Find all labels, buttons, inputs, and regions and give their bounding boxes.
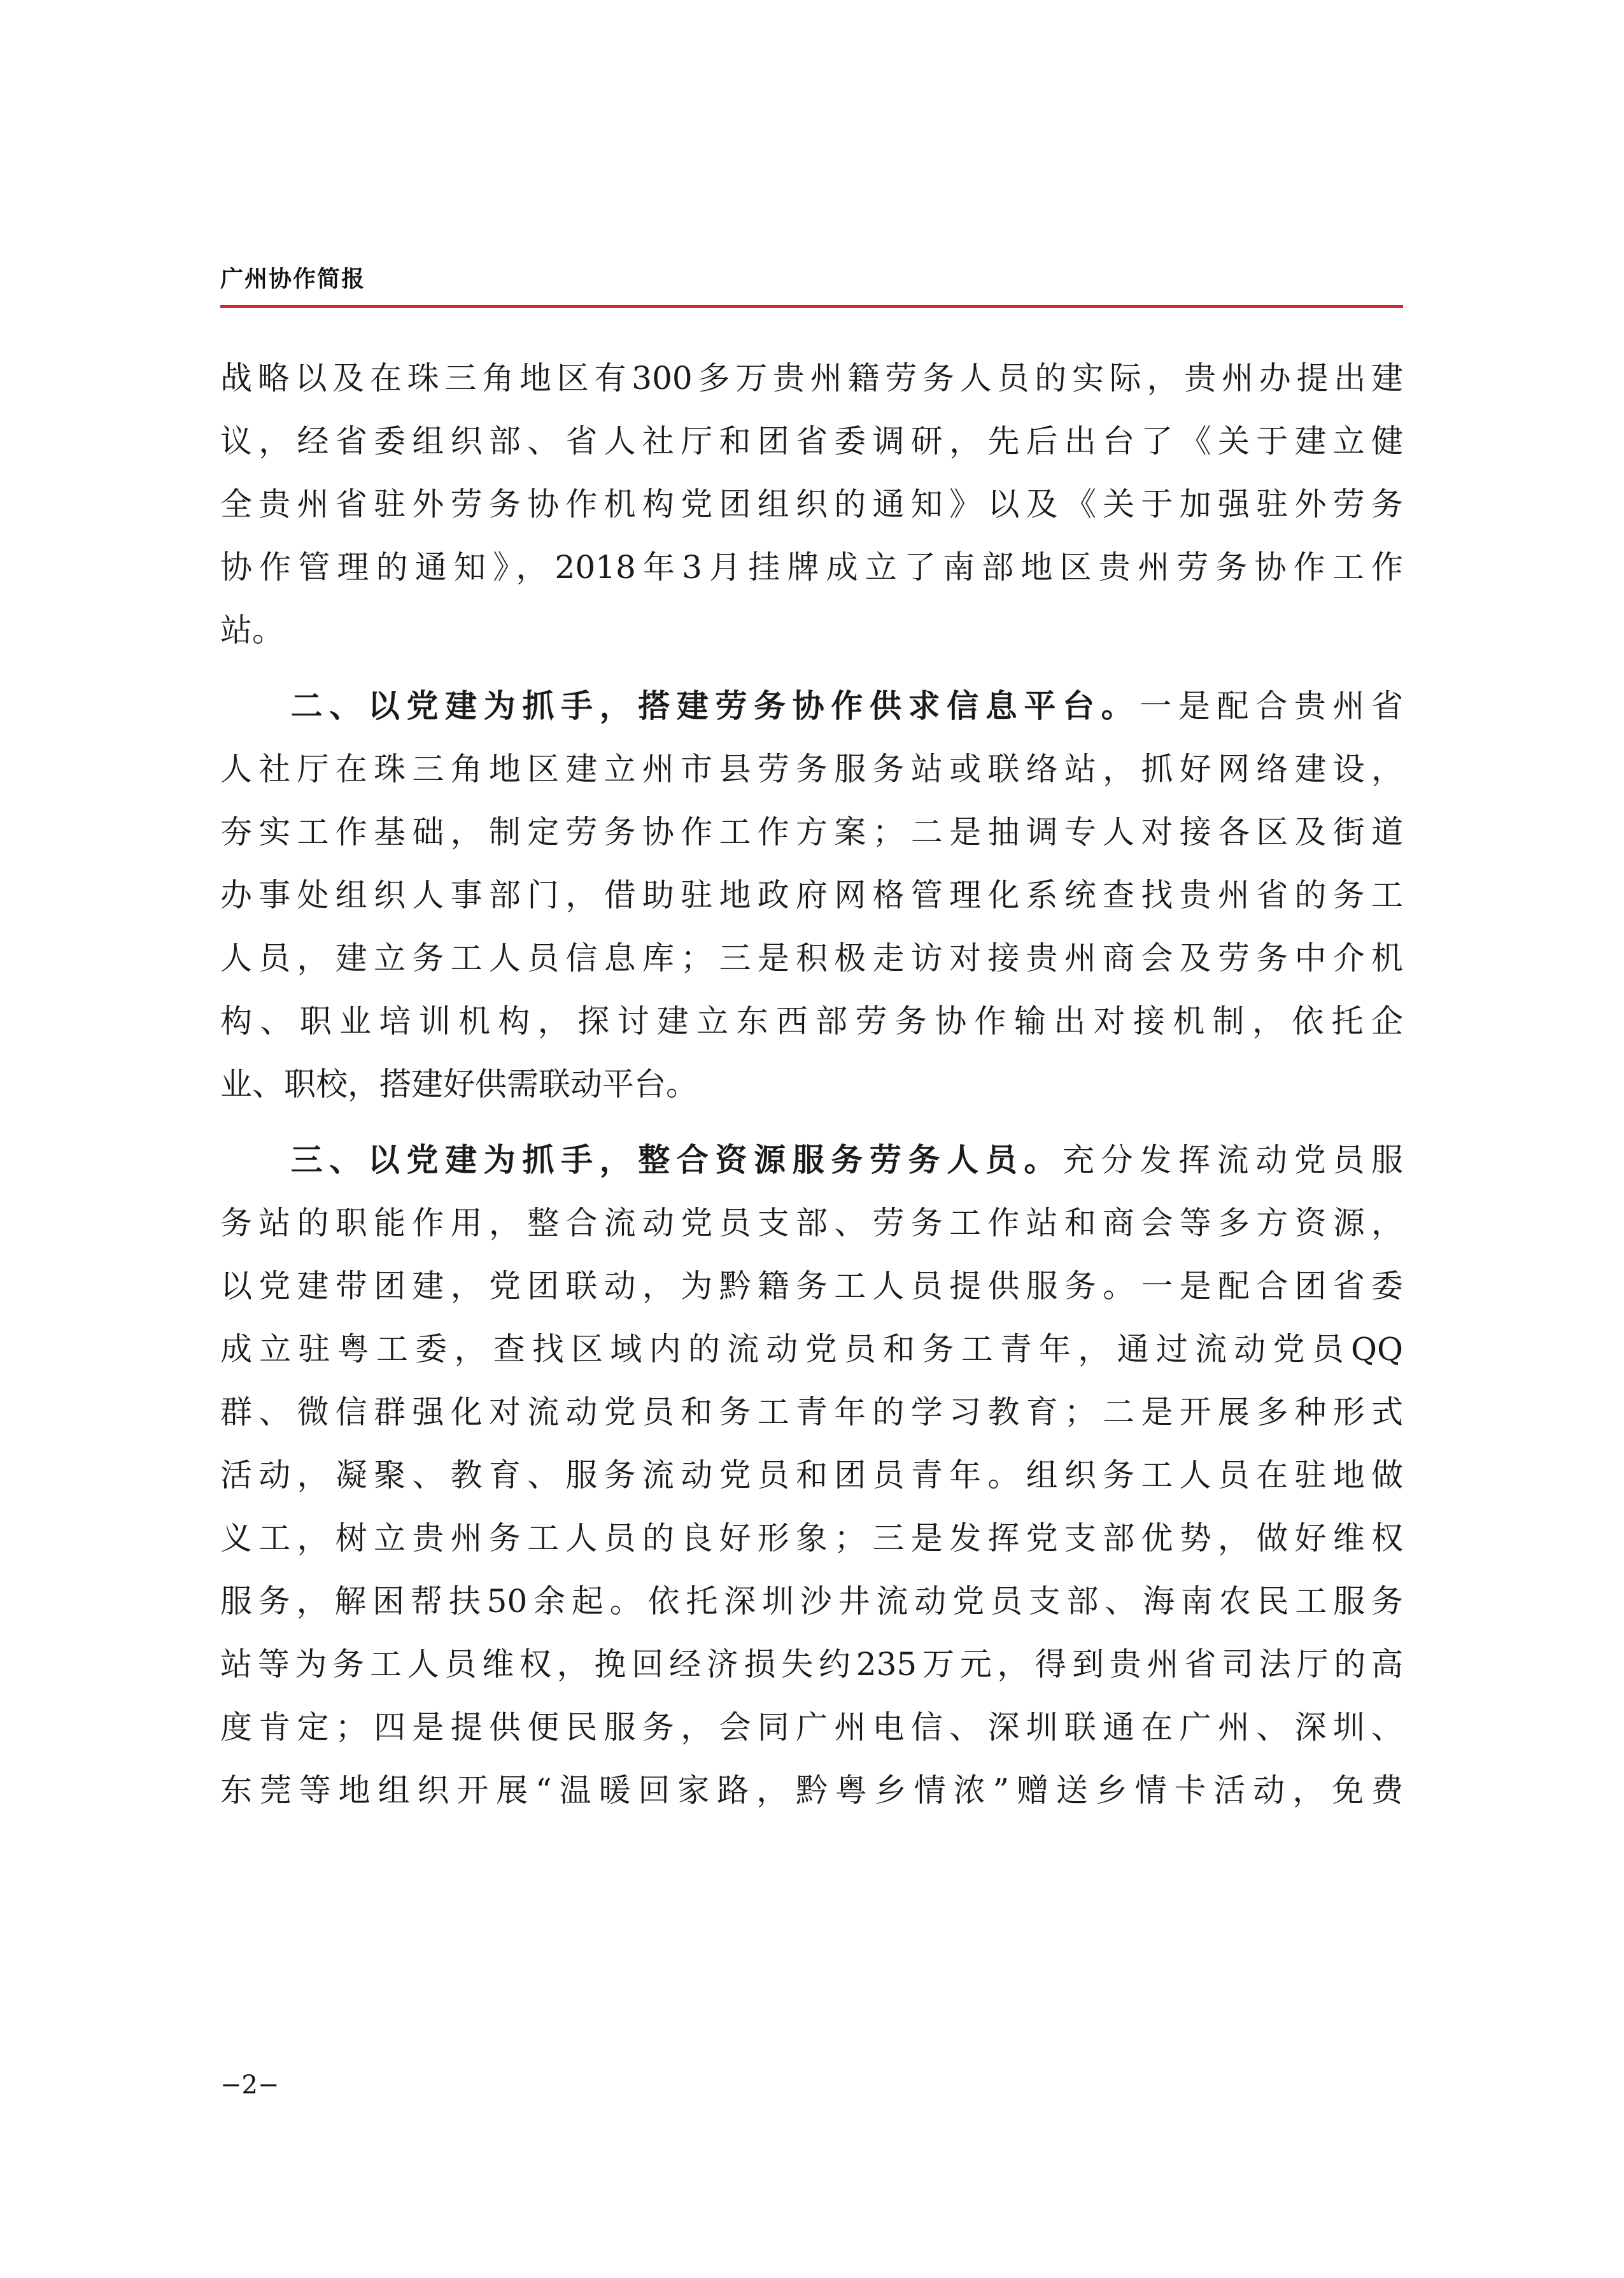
text-line: 务站的职能作用，整合流动党员支部、劳务工作站和商会等多方资源，	[220, 1205, 1403, 1242]
paragraph-1	[220, 347, 1403, 662]
text-line: 东莞等地组织开展“温暖回家路，黔粤乡情浓”赠送乡情卡活动，免费	[220, 1772, 1403, 1809]
text-line: 构、职业培训机构，探讨建立东西部劳务协作输出对接机制，依托企	[220, 1003, 1403, 1040]
text-line: 战略以及在珠三角地区有300多万贵州籍劳务人员的实际，贵州办提出建	[220, 360, 1403, 397]
text-line: 夯实工作基础，制定劳务协作工作方案；二是抽调专人对接各区及街道	[220, 814, 1403, 851]
text-line: 议，经省委组织部、省人社厅和团省委调研，先后出台了《关于建立健	[220, 423, 1403, 460]
text-line: 义工，树立贵州务工人员的良好形象；三是发挥党支部优势，做好维权	[220, 1520, 1403, 1557]
text-line	[220, 1129, 1403, 1192]
text-line: 群、微信群强化对流动党员和务工青年的学习教育；二是开展多种形式	[220, 1394, 1403, 1431]
text-line: 协作管理的通知》，2018年3月挂牌成立了南部地区贵州劳务协作工作	[220, 549, 1403, 586]
paragraph-2	[220, 675, 1403, 1116]
text-line: 办事处组织人事部门，借助驻地政府网格管理化系统查找贵州省的务工	[220, 877, 1403, 914]
text-fragment: 充分发挥流动党员服	[1063, 1142, 1404, 1178]
text-fragment: 一是配合贵州省	[1140, 688, 1404, 725]
text-line: 度肯定；四是提供便民服务，会同广州电信、深圳联通在广州、深圳、	[220, 1709, 1403, 1746]
text-line: 站。	[220, 612, 284, 649]
paragraph-3	[220, 1129, 1403, 1822]
text-line	[220, 675, 1403, 738]
text-line: 成立驻粤工委，查找区域内的流动党员和务工青年，通过流动党员QQ	[220, 1331, 1403, 1368]
text-line: 人社厅在珠三角地区建立州市县劳务服务站或联络站，抓好网络建设，	[220, 751, 1403, 788]
text-line: 以党建带团建，党团联动，为黔籍务工人员提供服务。一是配合团省委	[220, 1268, 1403, 1305]
section-heading: 三、以党建为抓手，整合资源服务劳务人员。	[284, 1142, 1063, 1178]
header-divider	[220, 305, 1403, 308]
text-line: 人员，建立务工人员信息库；三是积极走访对接贵州商会及劳务中介机	[220, 940, 1403, 977]
text-line: 业、职校，搭建好供需联动平台。	[220, 1066, 698, 1103]
text-line: 活动，凝聚、教育、服务流动党员和团员青年。组织务工人员在驻地做	[220, 1457, 1403, 1494]
text-line: 站等为务工人员维权，挽回经济损失约235万元，得到贵州省司法厅的高	[220, 1646, 1403, 1683]
article-body	[220, 347, 1403, 1822]
text-line: 全贵州省驻外劳务协作机构党团组织的通知》以及《关于加强驻外劳务	[220, 486, 1403, 523]
page-number: −2−	[220, 2070, 279, 2100]
text-line: 服务，解困帮扶50余起。依托深圳沙井流动党员支部、海南农民工服务	[220, 1583, 1403, 1620]
publication-title: 广州协作简报	[220, 266, 366, 292]
section-heading: 二、以党建为抓手，搭建劳务协作供求信息平台。	[284, 688, 1140, 725]
